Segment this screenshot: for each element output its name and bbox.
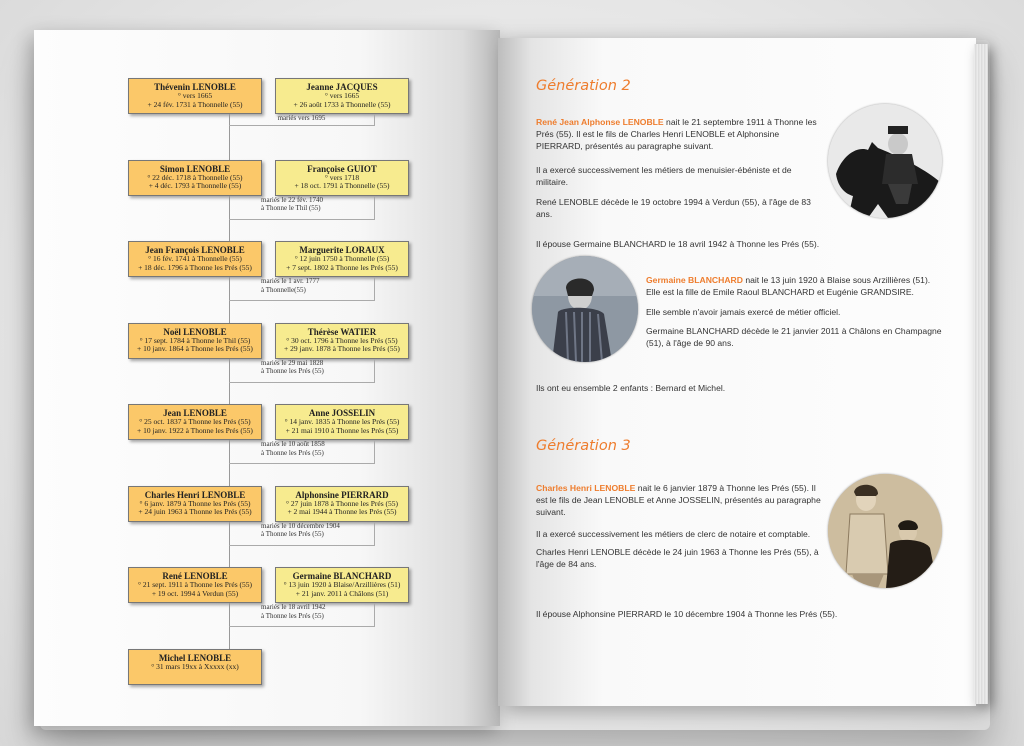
germaine-intro-text: nait le 13 juin 1920 à Blaise sous Arzillières (51). Elle est la fille de Emile Raoul BLANCHARD et Eugénie GRANDSIRE. — [646, 275, 931, 297]
marriage-note — [229, 603, 375, 627]
birth-line: ° 14 janv. 1835 à Thonne les Prés (55) — [284, 417, 400, 426]
germaine-intro-paragraph — [646, 274, 946, 298]
marriage-note — [229, 522, 375, 546]
photo-rene-on-horse — [828, 104, 942, 218]
husband-box — [128, 323, 262, 359]
birth-line: ° 12 juin 1750 à Thonnelle (55) — [294, 254, 390, 263]
person-name: René LENOBLE — [162, 571, 228, 581]
birth-line: ° 25 oct. 1837 à Thonne les Prés (55) — [139, 417, 251, 426]
germaine-occupation-paragraph: Elle semble n'avoir jamais exercé de métier officiel. — [646, 307, 841, 317]
death-line: + 10 janv. 1922 à Thonne les Prés (55) — [137, 425, 253, 435]
birth-line: ° 16 fév. 1741 à Thonnelle (55) — [148, 254, 242, 263]
marriage-place: à Thonne les Prés (55) — [261, 611, 324, 620]
marriage-note — [229, 359, 375, 383]
marriage-note — [229, 196, 375, 220]
person-name-highlight: Charles Henri LENOBLE — [536, 483, 636, 493]
wife-box — [275, 567, 409, 603]
husband-box — [128, 649, 262, 685]
gen3-intro-text: nait le 6 janvier 1879 à Thonne les Prés (55). Il est le fils de Jean LENOBLE et Anne JOSSELIN, présentés au paragraphe suivant. — [536, 483, 821, 517]
gen2-death-paragraph: René LENOBLE décède le 19 octobre 1994 à Verdun (55), à l'âge de 83 ans. — [536, 197, 811, 219]
gen2-intro-text: nait le 21 septembre 1911 à Thonne les Prés (55). Il est le fils de Charles Henri LENOBLE et Alphonsine PIERRARD, présentés au paragraphe suivant. — [536, 117, 817, 151]
gen3-marriage-paragraph: Il épouse Alphonsine PIERRARD le 10 décembre 1904 à Thonne les Prés (55). — [536, 609, 838, 619]
birth-line: ° 22 déc. 1718 à Thonnelle (55) — [147, 172, 243, 182]
right-page — [498, 38, 976, 706]
birth-line: ° 30 oct. 1796 à Thonne les Prés (55) — [286, 335, 398, 345]
marriage-place: à Thonne les Prés (55) — [261, 367, 324, 375]
birth-line: ° 21 sept. 1911 à Thonne les Prés (55) — [137, 580, 253, 589]
death-line: + 18 déc. 1796 à Thonne les Prés (55) — [138, 262, 252, 272]
wife-box — [275, 323, 409, 359]
marriage-date: mariés le 1 avr. 1777 — [261, 277, 320, 285]
death-line: + 24 juin 1963 à Thonne les Prés (55) — [138, 507, 252, 517]
wife-box — [275, 78, 409, 114]
person-name: Germaine BLANCHARD — [292, 571, 392, 581]
birth-line: ° vers 1718 — [324, 172, 360, 182]
wife-box — [275, 404, 409, 440]
death-line: + 7 sept. 1802 à Thonne les Prés (55) — [286, 262, 398, 272]
birth-line: ° vers 1665 — [324, 91, 360, 100]
birth-line: ° vers 1665 — [177, 91, 213, 100]
wife-box — [275, 241, 409, 277]
person-name: Jean LENOBLE — [163, 408, 227, 418]
person-name: Noël LENOBLE — [163, 326, 227, 337]
person-name: Anne JOSSELIN — [308, 408, 376, 418]
marriage-date: mariés vers 1695 — [277, 114, 326, 122]
person-name: Alphonsine PIERRARD — [295, 489, 389, 500]
marriage-date: mariés le 29 mai 1828 — [261, 358, 324, 367]
birth-line: ° 13 juin 1920 à Blaise/Arzillières (51) — [283, 580, 401, 589]
person-name: Marguerite LORAUX — [299, 245, 385, 255]
marriage-date: mariés le 10 décembre 1904 — [261, 521, 340, 530]
birth-line: ° 31 mars 19xx à Xxxxx (xx) — [151, 661, 239, 671]
husband-box — [128, 241, 262, 277]
gen2-occupation-paragraph: Il a exercé successivement les métiers de menuisier-ébéniste et de militaire. — [536, 165, 792, 187]
gen3-intro-paragraph — [536, 482, 821, 518]
death-line: + 21 mai 1910 à Thonne les Prés (55) — [285, 425, 399, 435]
death-line: + 19 oct. 1994 à Verdun (55) — [151, 588, 239, 598]
death-line: + 24 fév. 1731 à Thonnelle (55) — [147, 99, 243, 109]
germaine-death-paragraph: Germaine BLANCHARD décède le 21 janvier 2011 à Châlons en Champagne (51), à l'âge de 90 ans. — [646, 326, 942, 348]
person-name: Jeanne JACQUES — [306, 82, 378, 92]
page-edge — [974, 44, 988, 704]
birth-line: ° 17 sept. 1784 à Thonne le Thil (55) — [139, 335, 251, 345]
person-name-highlight: René Jean Alphonse LENOBLE — [536, 117, 664, 127]
death-line: + 4 déc. 1793 à Thonnelle (55) — [148, 181, 242, 191]
husband-box — [128, 78, 262, 114]
marriage-date: mariés le 18 avril 1942 — [261, 603, 326, 611]
marriage-date: mariés le 10 août 1858 — [261, 440, 325, 448]
person-name: Simon LENOBLE — [159, 163, 231, 174]
wife-box — [275, 160, 409, 196]
death-line: + 29 janv. 1878 à Thonne les Prés (55) — [284, 344, 400, 354]
husband-box — [128, 160, 262, 196]
death-line: + 10 janv. 1864 à Thonne les Prés (55) — [137, 344, 253, 354]
person-name: Michel LENOBLE — [158, 652, 232, 663]
husband-box — [128, 486, 262, 522]
death-line: + 18 oct. 1791 à Thonnelle (55) — [294, 181, 390, 191]
generation-2-title: Génération 2 — [536, 78, 631, 94]
marriage-date: mariés le 22 fév. 1740 — [261, 195, 323, 204]
person-name: Charles Henri LENOBLE — [144, 489, 246, 500]
husband-box — [128, 404, 262, 440]
marriage-place: à Thonne les Prés (55) — [261, 530, 324, 538]
marriage-place: à Thonne le Thil (55) — [261, 204, 321, 212]
gen3-death-paragraph: Charles Henri LENOBLE décède le 24 juin 1963 à Thonne les Prés (55), à l'âge de 84 ans. — [536, 547, 819, 569]
death-line: + 2 mai 1944 à Thonne les Prés (55) — [287, 507, 397, 517]
marriage-note — [229, 114, 375, 126]
gen2-intro-paragraph — [536, 116, 821, 152]
death-line: + 21 janv. 2011 à Châlons (51) — [295, 588, 389, 598]
marriage-place: à Thonne les Prés (55) — [261, 448, 324, 457]
person-name: Françoise GUIOT — [307, 163, 377, 174]
person-name: Thévenin LENOBLE — [154, 82, 236, 92]
photo-germaine — [532, 256, 638, 362]
wife-box — [275, 486, 409, 522]
marriage-note — [229, 440, 375, 464]
gen2-marriage-paragraph: Il épouse Germaine BLANCHARD le 18 avril 1942 à Thonne les Prés (55). — [536, 239, 820, 249]
gen3-occupation-paragraph: Il a exercé successivement les métiers de clerc de notaire et comptable. — [536, 529, 811, 539]
birth-line: ° 27 juin 1878 à Thonne les Prés (55) — [285, 498, 398, 508]
person-name: Thérèse WATIER — [307, 326, 377, 337]
death-line: + 26 août 1733 à Thonnelle (55) — [293, 99, 391, 109]
generation-3-title: Génération 3 — [536, 438, 631, 454]
birth-line: ° 6 janv. 1879 à Thonne les Prés (55) — [139, 498, 251, 508]
person-name: Jean François LENOBLE — [145, 245, 245, 255]
marriage-place: à Thonnelle(55) — [261, 285, 306, 294]
husband-box — [128, 567, 262, 603]
photo-charles-henri-and-wife — [828, 474, 942, 588]
left-page — [34, 30, 500, 726]
person-name-highlight: Germaine BLANCHARD — [646, 275, 743, 285]
marriage-note — [229, 277, 375, 301]
gen2-children-paragraph: Ils ont eu ensemble 2 enfants : Bernard et Michel. — [536, 383, 726, 393]
